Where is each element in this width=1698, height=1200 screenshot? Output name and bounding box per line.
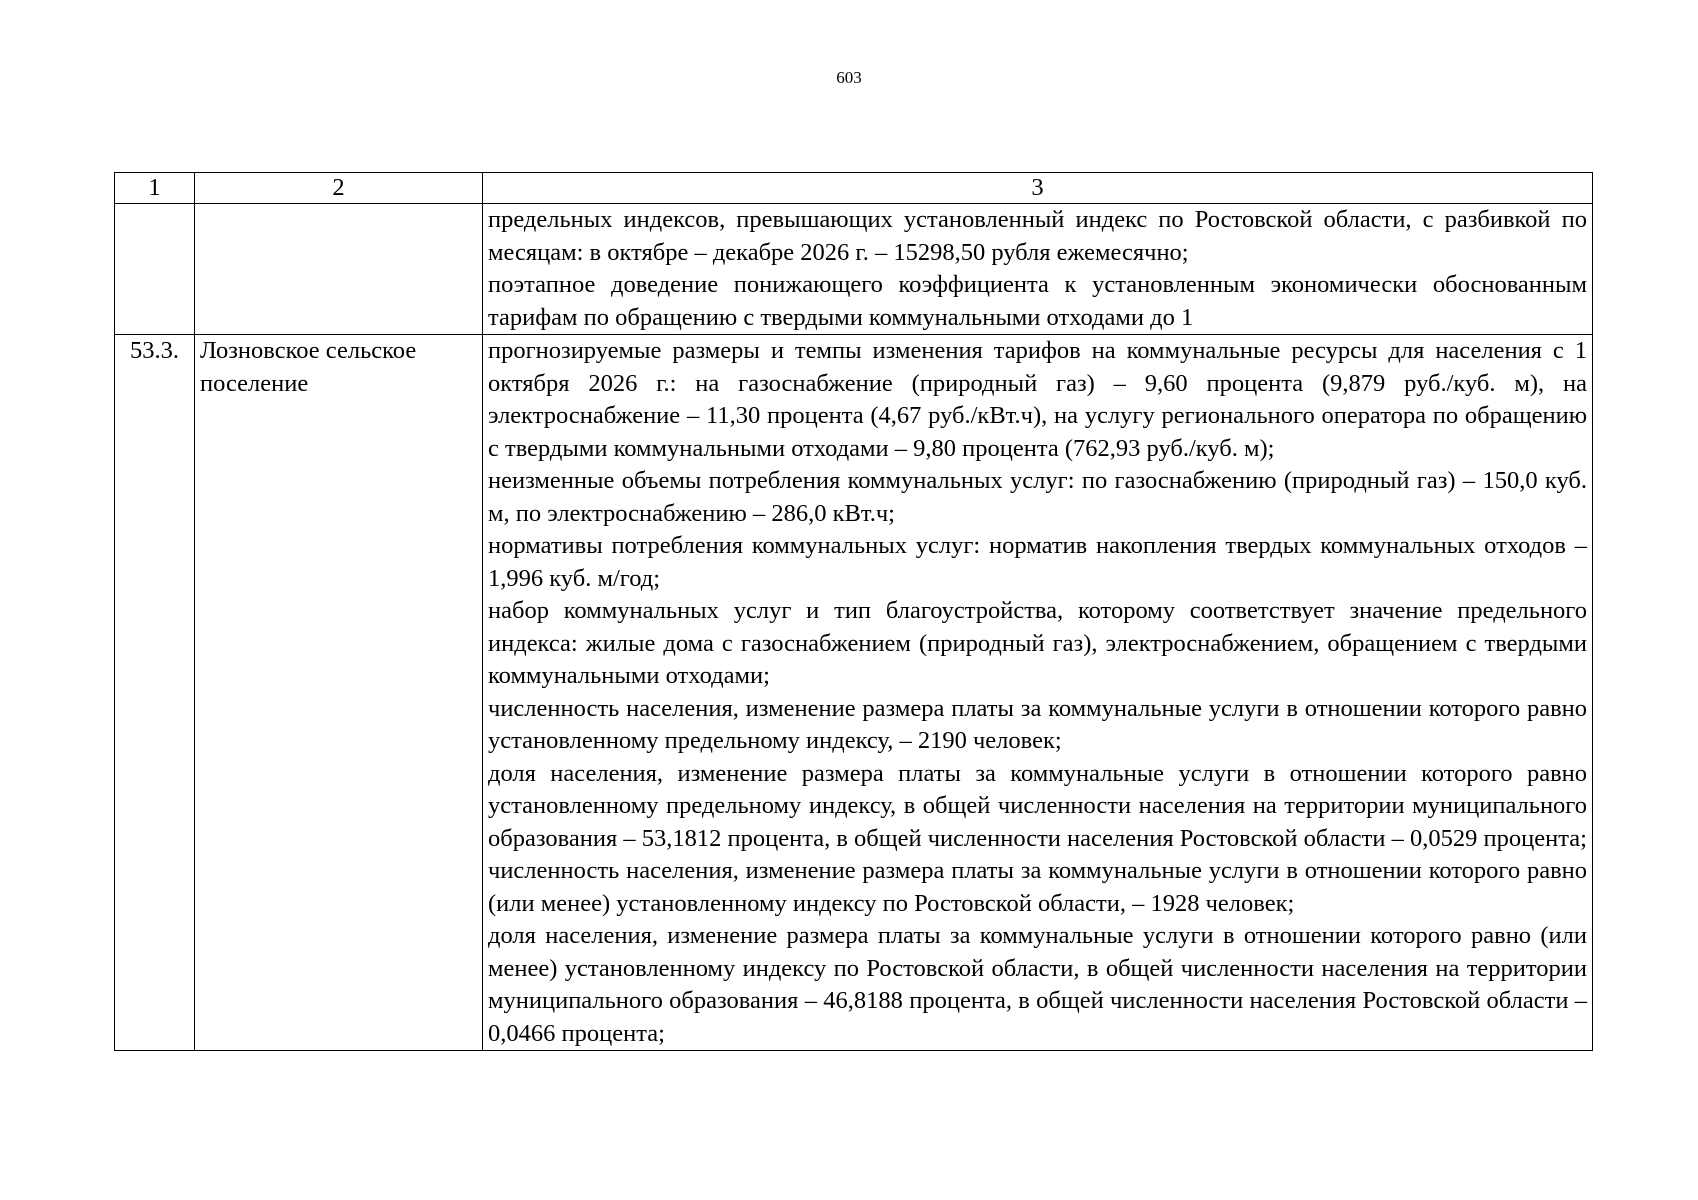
paragraph: предельных индексов, превышающих установленный индекс по Ростовской области, с разбивкой по месяцам: в октябре – декабре 2026 г. – 15298,50 рубля ежемесячно; (488, 206, 1587, 266)
paragraph: набор коммунальных услуг и тип благоустройства, которому соответствует значение предельного индекса: жилые дома с газоснабжением (природный газ), электроснабжением, обращением с твердыми коммунальными отходами; (488, 597, 1587, 689)
row-number-cell: 53.3. (115, 335, 195, 1051)
paragraph: нормативы потребления коммунальных услуг: норматив накопления твердых коммунальных отходов – 1,996 куб. м/год; (488, 532, 1587, 592)
table-header-row (115, 173, 1593, 204)
description-cell (483, 204, 1593, 335)
row-number-cell (115, 204, 195, 335)
paragraph: прогнозируемые размеры и темпы изменения тарифов на коммунальные ресурсы для населения с 1 октября 2026 г.: на газоснабжение (природный газ) – 9,60 процента (9,879 руб./куб. м), на электроснабжение – 11,30 процента (4,67 руб./кВт.ч), на услугу регионального оператора по обращению с твердыми коммунальными отходами – 9,80 процента (762,93 руб./куб. м); (488, 337, 1587, 462)
paragraph: поэтапное доведение понижающего коэффициента к установленным экономически обоснованным тарифам по обращению с твердыми коммунальными отходами до 1 (488, 271, 1587, 331)
paragraph: доля населения, изменение размера платы за коммунальные услуги в отношении которого равно установленному предельному индексу, в общей численности населения на территории муниципального образования – 53,1812 процента, в общей численности населения Ростовской области – 0,0529 процента; (488, 759, 1587, 852)
table-row (115, 204, 1593, 335)
paragraph: численность населения, изменение размера платы за коммунальные услуги в отношении которого равно (или менее) установленному индексу по Ростовской области, – 1928 человек; (488, 857, 1587, 917)
paragraph: численность населения, изменение размера платы за коммунальные услуги в отношении которого равно установленному предельному индексу, – 2190 человек; (488, 694, 1587, 754)
description-cell (483, 335, 1593, 1051)
document-table (114, 172, 1593, 1051)
column-header-1: 1 (115, 173, 195, 204)
column-header-3: 3 (483, 173, 1593, 204)
column-header-2: 2 (195, 173, 483, 204)
paragraph: доля населения, изменение размера платы за коммунальные услуги в отношении которого равно (или менее) установленному индексу по Ростовской области, в общей численности населения на территории муниципального образования – 46,8188 процента, в общей численности населения Ростовской области – 0,0466 процента; (488, 922, 1587, 1047)
paragraph: неизменные объемы потребления коммунальных услуг: по газоснабжению (природный газ) – 150,0 куб. м, по электроснабжению – 286,0 кВт.ч; (488, 467, 1587, 527)
settlement-name-cell (195, 204, 483, 335)
settlement-name-cell: Лозновское сельское поселение (195, 335, 483, 1051)
table-row (115, 335, 1593, 1051)
page-number: 603 (836, 68, 862, 87)
